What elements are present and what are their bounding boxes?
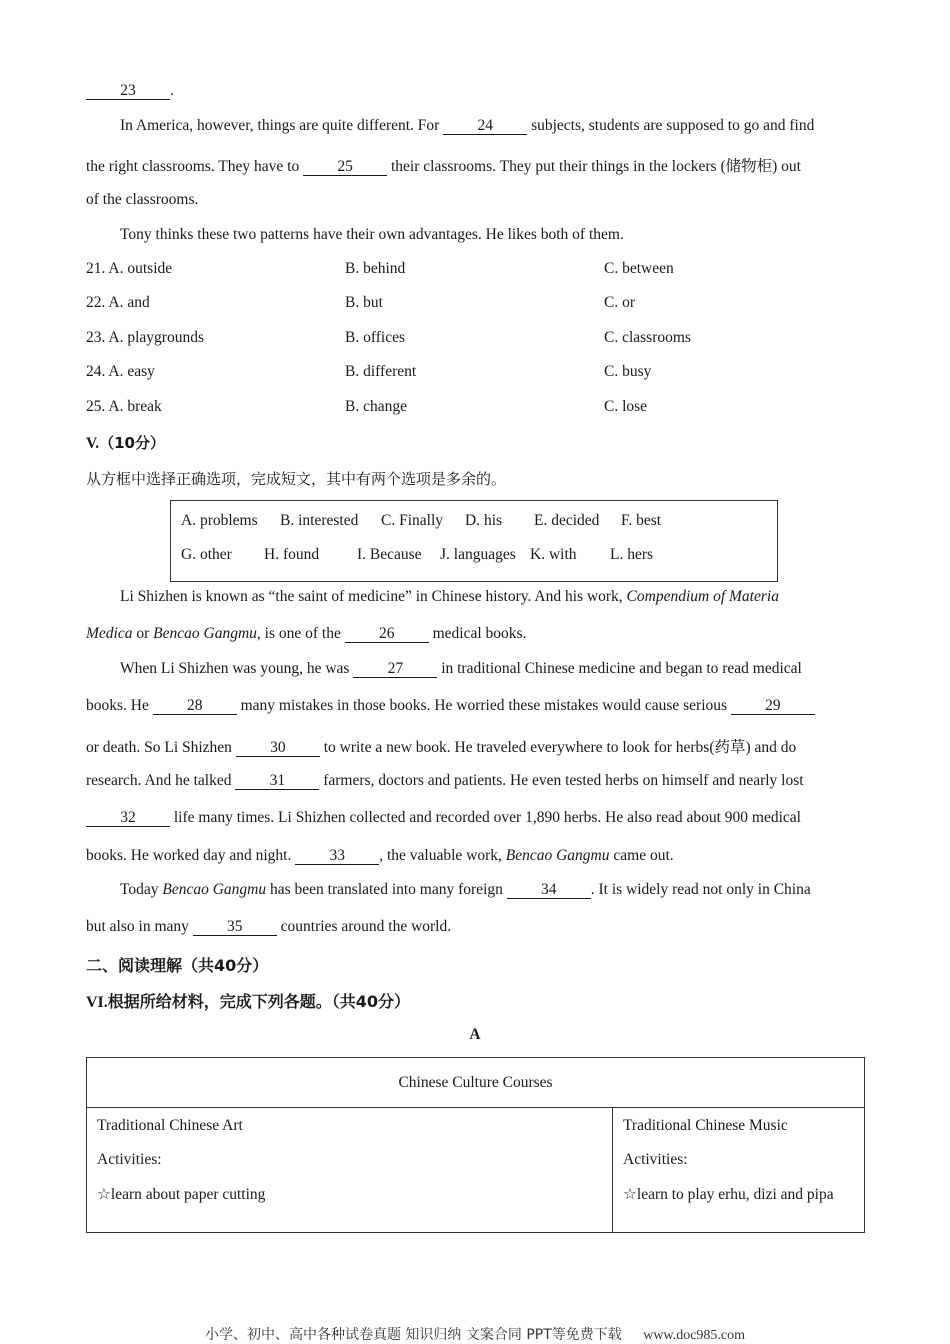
passage-line: or death. So Li Shizhen 30 to write a new book. He traveled everywhere to look for herbs(药草) and do <box>86 739 797 756</box>
blank-35: 35 <box>193 918 277 936</box>
blank-26: 26 <box>345 625 429 643</box>
passage-line: research. And he talked 31 farmers, doctors and patients. He even tested herbs on himself and nearly lost <box>86 772 804 789</box>
question-23-a: 23. A. playgrounds <box>86 329 204 346</box>
passage-line: 32 life many times. Li Shizhen collected and recorded over 1,890 herbs. He also read about 900 medical <box>86 809 801 827</box>
music-course-heading: Traditional Chinese Music <box>623 1117 788 1134</box>
word-option: A. problems <box>181 512 258 529</box>
passage-line: the right classrooms. They have to 25 their classrooms. They put their things in the lockers (储物柜) out <box>86 158 801 175</box>
table-title: Chinese Culture Courses <box>87 1058 865 1108</box>
word-option: L. hers <box>610 546 654 563</box>
blank-31: 31 <box>235 772 319 790</box>
blank-24: 24 <box>443 117 527 135</box>
question-24-a: 24. A. easy <box>86 363 155 380</box>
passage-line: Tony thinks these two patterns have their own advantages. He likes both of them. <box>120 226 624 243</box>
question-22-a: 22. A. and <box>86 294 150 311</box>
question-21-c: C. between <box>604 260 674 277</box>
blank-29: 29 <box>731 697 815 715</box>
page-footer: 小学、初中、高中各种试卷真题 知识归纳 文案合同 PPT等免费下载 www.doc985.com <box>204 1327 746 1343</box>
section-v-heading: V.（10分） <box>86 434 165 452</box>
question-24-c: C. busy <box>604 363 652 380</box>
blank-33: 33 <box>295 847 379 865</box>
passage-line: Today Bencao Gangmu has been translated into many foreign 34 . It is widely read not only in China <box>120 881 811 898</box>
blank-25: 25 <box>303 158 387 176</box>
word-option: H. found <box>264 546 320 563</box>
art-course-cell <box>87 1108 613 1233</box>
music-activity-item: ☆learn to play erhu, dizi and pipa <box>623 1186 834 1203</box>
word-option: E. decided <box>534 512 600 529</box>
question-22-c: C. or <box>604 294 635 311</box>
section-v-instruction: 从方框中选择正确选项，完成短文，其中有两个选项是多余的。 <box>86 470 507 488</box>
blank-30: 30 <box>236 739 320 757</box>
music-activities-label: Activities: <box>623 1151 688 1168</box>
passage-letter: A <box>469 1026 481 1043</box>
word-option: K. with <box>530 546 577 563</box>
blank-23: 23 <box>86 82 170 100</box>
blank-34: 34 <box>507 881 591 899</box>
passage-line: of the classrooms. <box>86 191 199 208</box>
passage-line: books. He worked day and night. 33 , the valuable work, Bencao Gangmu came out. <box>86 847 674 864</box>
question-21-a: 21. A. outside <box>86 260 173 277</box>
passage-line: but also in many 35 countries around the world. <box>86 918 452 935</box>
part2-heading: 二、阅读理解（共40分） <box>86 956 269 975</box>
question-25-c: C. lose <box>604 398 648 415</box>
passage-line: When Li Shizhen was young, he was 27 in traditional Chinese medicine and began to read medical <box>120 660 802 677</box>
passage-line: In America, however, things are quite different. For 24 subjects, students are supposed to go and find <box>120 117 815 134</box>
question-21-b: B. behind <box>345 260 406 277</box>
blank-27: 27 <box>353 660 437 678</box>
word-option: F. best <box>621 512 662 529</box>
footer-link[interactable]: www.doc985.com <box>643 1328 746 1343</box>
art-activity-item: ☆learn about paper cutting <box>97 1186 266 1203</box>
blank-32: 32 <box>86 809 170 827</box>
question-25-b: B. change <box>345 398 407 415</box>
word-option: D. his <box>465 512 503 529</box>
art-course-heading: Traditional Chinese Art <box>97 1117 243 1134</box>
question-25-a: 25. A. break <box>86 398 162 415</box>
music-course-cell <box>613 1108 865 1233</box>
word-option: J. languages <box>440 546 516 563</box>
courses-table <box>86 1057 865 1233</box>
word-option: C. Finally <box>381 512 444 529</box>
passage-line: books. He 28 many mistakes in those books. He worried these mistakes would cause serious 29 <box>86 697 815 715</box>
question-23-c: C. classrooms <box>604 329 691 346</box>
word-option: B. interested <box>280 512 359 529</box>
question-23-b: B. offices <box>345 329 405 346</box>
blank-28: 28 <box>153 697 237 715</box>
passage-line: 23 . <box>86 82 174 100</box>
question-22-b: B. but <box>345 294 383 311</box>
question-24-b: B. different <box>345 363 417 380</box>
art-activities-label: Activities: <box>97 1151 162 1168</box>
word-option: G. other <box>181 546 232 563</box>
passage-line: Medica or Bencao Gangmu, is one of the 26 medical books. <box>86 625 527 642</box>
section-vi-heading: VI.根据所给材料，完成下列各题。（共40分） <box>86 992 411 1011</box>
word-option: I. Because <box>357 546 422 563</box>
word-bank-box <box>170 500 778 582</box>
passage-line: Li Shizhen is known as “the saint of medicine” in Chinese history. And his work, Compendium of Materia <box>120 588 779 605</box>
